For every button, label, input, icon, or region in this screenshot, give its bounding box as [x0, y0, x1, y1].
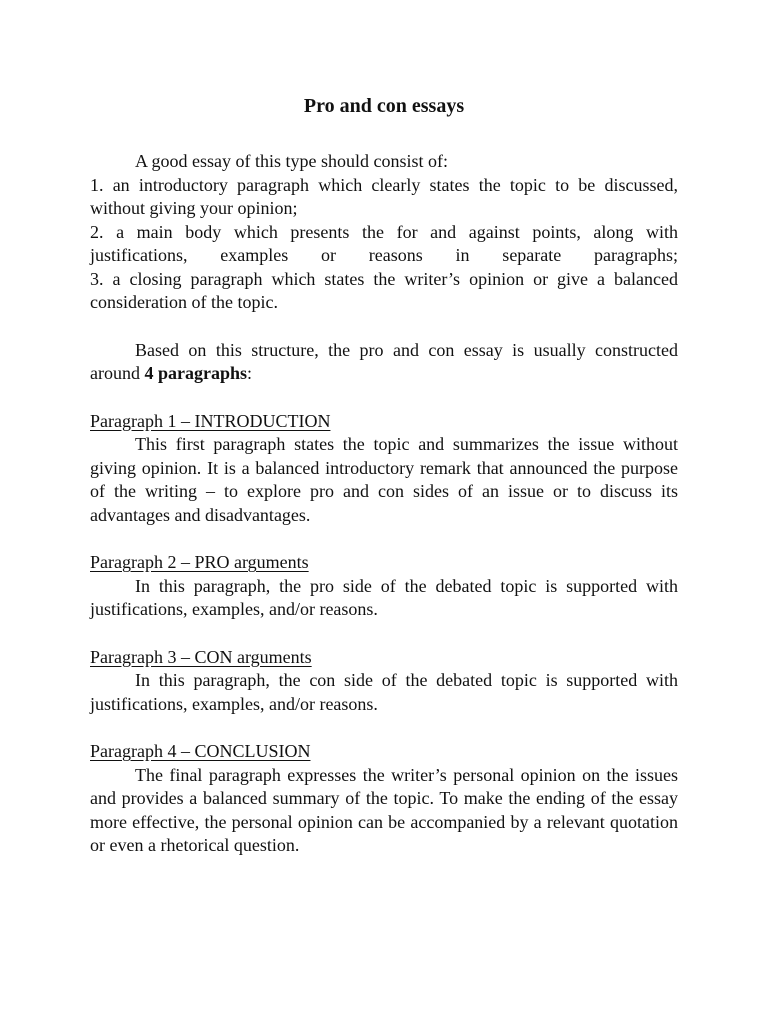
spacer — [90, 315, 678, 339]
section-heading-introduction: Paragraph 1 – INTRODUCTION — [90, 410, 331, 431]
structure-bold-count: 4 paragraphs — [144, 363, 247, 383]
spacer — [90, 622, 678, 646]
spacer — [90, 527, 678, 551]
section-heading-con: Paragraph 3 – CON arguments — [90, 646, 312, 667]
section-body-conclusion: The final paragraph expresses the writer’s personal opinion on the issues and provides a balanced summary of the topic. To make the ending of the essay more effective, the personal opinion can be accompanied by a relevant quotation or even a rhetorical question. — [90, 764, 678, 855]
section-body-introduction: This first paragraph states the topic and summarizes the issue without giving opinion. It is a balanced introductory remark that announced the purpose of the writing – to explore pro and con sides of an issue or to discuss its advantages and disadvantages. — [90, 434, 678, 525]
document-page — [90, 90, 678, 858]
list-item-2: 2. a main body which presents the for and against points, along with justifications, examples or reasons in separate paragraphs; — [90, 221, 678, 265]
intro-lead: A good essay of this type should consist of: — [135, 151, 448, 171]
section-heading-conclusion: Paragraph 4 – CONCLUSION — [90, 741, 311, 761]
section-body-con: In this paragraph, the con side of the debated topic is supported with justifications, examples, and/or reasons. — [90, 670, 678, 714]
section-heading-pro: Paragraph 2 – PRO arguments — [90, 552, 309, 572]
structure-colon: : — [247, 363, 253, 383]
list-item-1: 1. an introductory paragraph which clearly states the topic to be discussed, without giving your opinion; — [90, 174, 678, 218]
document-title: Pro and con essays — [303, 95, 465, 117]
section-body-pro: In this paragraph, the pro side of the debated topic is supported with justifications, examples, and/or reasons. — [90, 575, 678, 619]
structure-paragraph — [90, 339, 678, 386]
list-item-3: 3. a closing paragraph which states the writer’s opinion or give a balanced consideration of the topic. — [90, 268, 678, 312]
spacer — [90, 716, 678, 740]
spacer — [90, 386, 678, 410]
structure-text: Based on this structure, the pro and con essay is usually constructed around — [90, 339, 678, 383]
